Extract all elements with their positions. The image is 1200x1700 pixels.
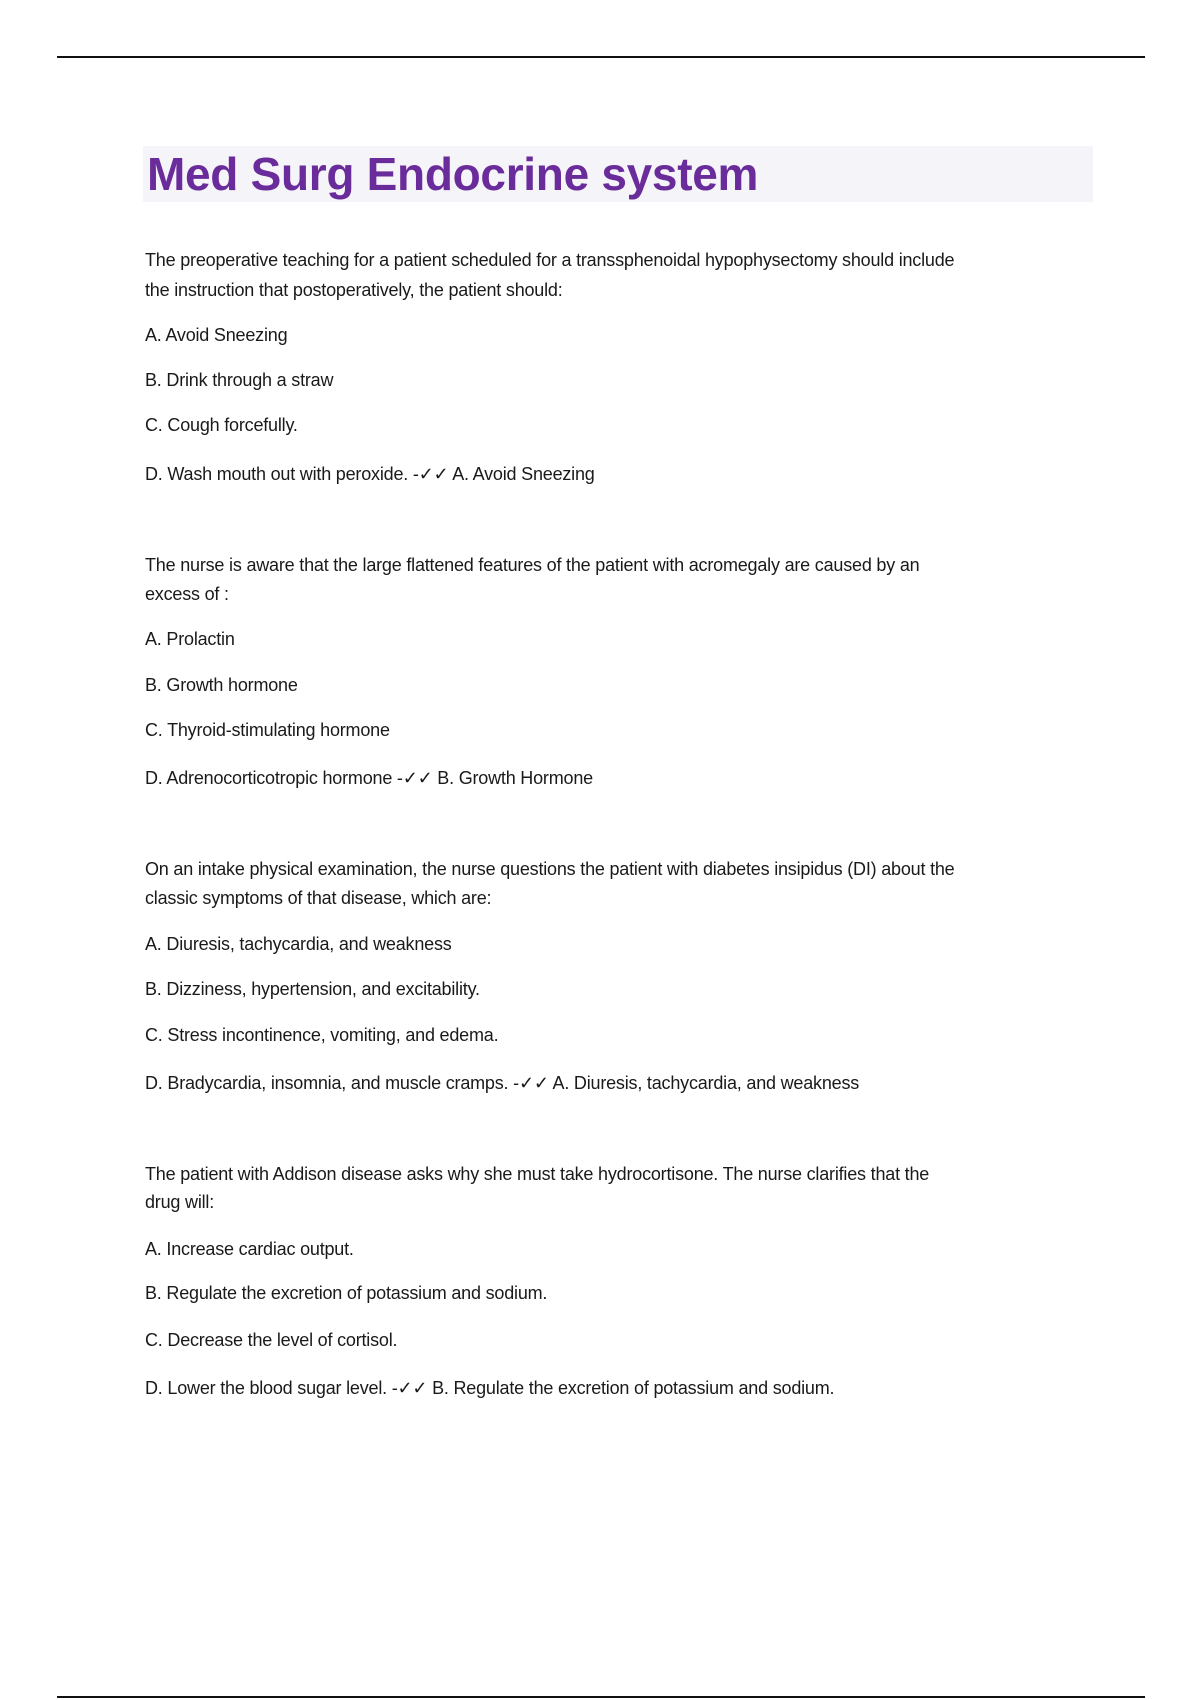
- question-stem: On an intake physical examination, the nurse questions the patient with diabetes insipidus (DI) about the: [145, 859, 955, 879]
- answer-option: C. Thyroid-stimulating hormone: [145, 720, 390, 740]
- answer-option: B. Drink through a straw: [145, 370, 334, 390]
- answer-option: A. Avoid Sneezing: [145, 325, 288, 345]
- answer-option: B. Growth hormone: [145, 675, 298, 695]
- answer-option-with-key: D. Wash mouth out with peroxide. -✓✓ A. Avoid Sneezing: [145, 464, 595, 484]
- question-stem: excess of :: [145, 584, 229, 604]
- question-stem: the instruction that postoperatively, the patient should:: [145, 280, 563, 300]
- answer-option: C. Decrease the level of cortisol.: [145, 1330, 398, 1350]
- question-stem: The nurse is aware that the large flattened features of the patient with acromegaly are caused by an: [145, 555, 920, 575]
- question-stem: drug will:: [145, 1192, 215, 1212]
- page-title: Med Surg Endocrine system: [147, 148, 759, 200]
- answer-option: A. Increase cardiac output.: [145, 1239, 354, 1259]
- answer-option-with-key: D. Bradycardia, insomnia, and muscle cramps. -✓✓ A. Diuresis, tachycardia, and weakness: [145, 1073, 860, 1093]
- answer-option-with-key: D. Lower the blood sugar level. -✓✓ B. Regulate the excretion of potassium and sodium.: [145, 1378, 835, 1398]
- answer-option: A. Diuresis, tachycardia, and weakness: [145, 934, 452, 954]
- bottom-divider: [57, 1696, 1145, 1698]
- question-stem: classic symptoms of that disease, which are:: [145, 888, 492, 908]
- answer-option: C. Stress incontinence, vomiting, and edema.: [145, 1025, 499, 1045]
- question-stem: The patient with Addison disease asks why she must take hydrocortisone. The nurse clarifies that the: [145, 1164, 930, 1184]
- answer-option: B. Regulate the excretion of potassium and sodium.: [145, 1283, 548, 1303]
- answer-option: B. Dizziness, hypertension, and excitability.: [145, 979, 480, 999]
- answer-option: C. Cough forcefully.: [145, 415, 298, 435]
- question-stem: The preoperative teaching for a patient scheduled for a transsphenoidal hypophysectomy should include: [145, 250, 955, 270]
- answer-option: A. Prolactin: [145, 629, 235, 649]
- answer-option-with-key: D. Adrenocorticotropic hormone -✓✓ B. Growth Hormone: [145, 768, 593, 788]
- top-divider: [57, 56, 1145, 58]
